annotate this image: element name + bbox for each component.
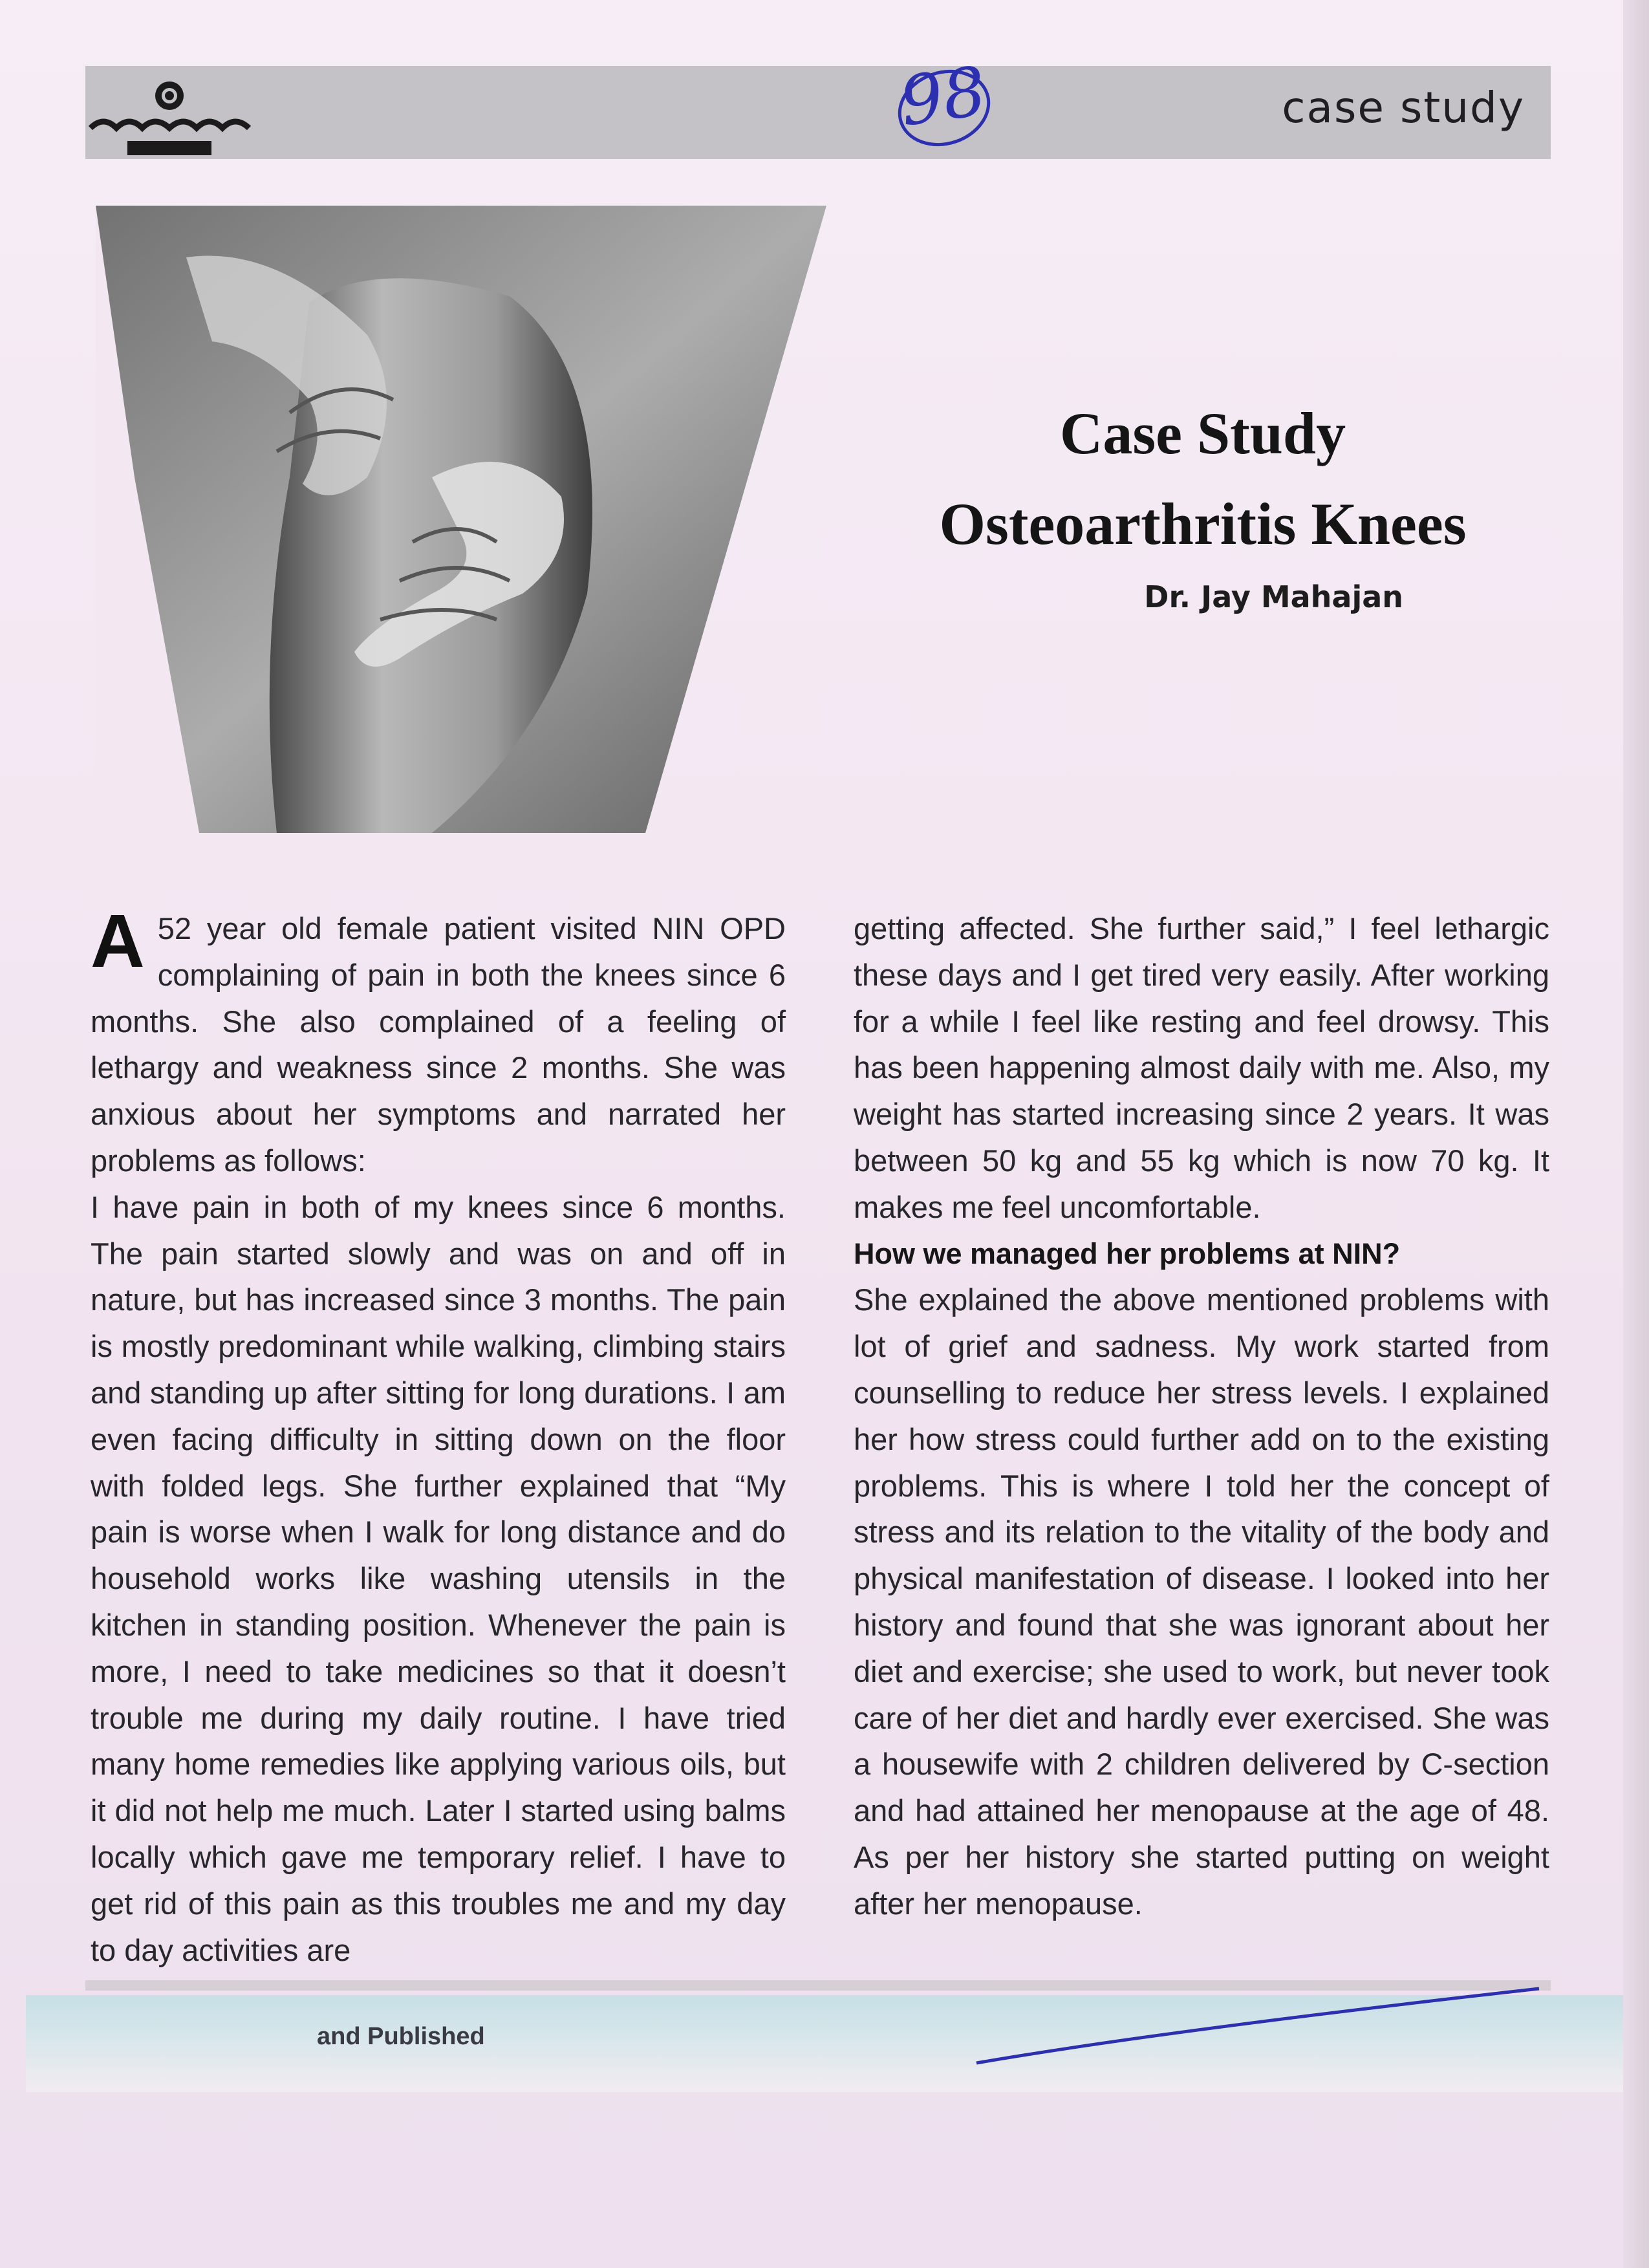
page-edge (1623, 0, 1649, 2268)
section-subheading: How we managed her problems at NIN? (854, 1237, 1401, 1270)
left-column (91, 899, 786, 1973)
hands-on-knee-photo (96, 206, 826, 833)
back-page-text: and Published (317, 2023, 485, 2050)
section-label: case study (1282, 83, 1525, 133)
continued-narrative-paragraph: getting affected. She further said,” I feel lethargic these days and I get tired very easily. After working for a while I feel like resting and feel drowsy. This has been happening almost daily with me. Also, my weight has started increasing since 2 years. It was between 50 kg and 55 kg which is now 70 kg. It makes me feel uncomfortable. (854, 911, 1549, 1224)
author-byline: Dr. Jay Mahajan (1144, 579, 1403, 614)
ink-pen-mark (970, 1985, 1552, 2069)
page-number: 98 (895, 51, 991, 142)
right-column (854, 905, 1549, 1927)
title-line-2: Osteoarthritis Knees (939, 491, 1467, 557)
patient-narrative-paragraph: I have pain in both of my knees since 6 months. The pain started slowly and was on and off in nature, but has increased since 3 months. The pain is mostly predominant while walking, climbing stairs and standing up after sitting for long durations. I am even facing difficulty in sitting down on the floor with folded legs. She further explained that “My pain is worse when I walk for long distance and do household works like washing utensils in the kitchen in standing position. Whenever the pain is more, I need to take medicines so that it doesn’t trouble me during my daily routine. I have tried many home remedies like applying various oils, but it did not help me much. Later I started using balms locally which gave me temporary relief. I have to get rid of this pain as this troubles me and my day to day activities are (91, 1189, 786, 1967)
management-paragraph: She explained the above mentioned problems with lot of grief and sadness. My work started from counselling to reduce her stress levels. I explained her how stress could further add on to the existing problems. This is where I told her the concept of stress and its relation to the vitality of the body and physical manifestation of disease. I looked into her history and found that she was ignorant about her diet and exercise; she used to work, but never took care of her diet and hardly ever exercised. She was a housewife with 2 children delivered by C-section and had attained her menopause at the age of 48. As per her history she started putting on weight after her menopause. (854, 1282, 1549, 1921)
title-line-1: Case Study (1059, 400, 1346, 466)
intro-paragraph (91, 899, 786, 1184)
sun-over-waves-logo (87, 78, 252, 158)
article-title (860, 388, 1546, 569)
drop-cap: A (91, 899, 145, 983)
intro-text: 52 year old female patient visited NIN OPD complaining of pain in both the knees since 6 months. She also complained of a feeling of lethargy and weakness since 2 months. She was anxious about her symptoms and narrated her problems as follows: (91, 911, 786, 1178)
